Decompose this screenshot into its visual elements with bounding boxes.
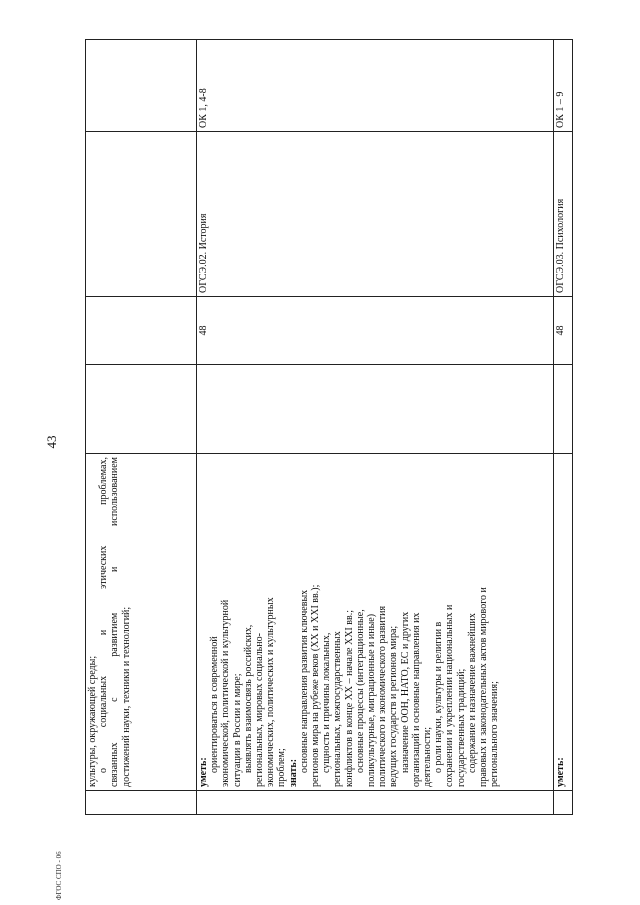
- empty-cell: [554, 365, 573, 454]
- text-line: экономической, политической и культурной: [220, 599, 232, 787]
- index-cell: [86, 791, 197, 815]
- text-line: государственных традиций;: [455, 668, 467, 787]
- text-line: регионального значения;: [489, 681, 501, 787]
- text-line: ситуации в России и мире;: [231, 673, 243, 787]
- text-line: организаций и основные направления их: [410, 612, 422, 787]
- text-line: экономических, политических и культурных: [265, 597, 277, 787]
- empty-cell: [86, 297, 197, 365]
- competencies-cell: ОК 1, 4-8: [197, 40, 554, 132]
- index-cell: [197, 791, 554, 815]
- text-line: конфликтов в конце XX – начале XXI вв.;: [343, 610, 355, 787]
- table-row: [197, 40, 554, 815]
- label-umet: уметь:: [554, 454, 573, 791]
- text-line: сохранении и укреплении национальных и: [444, 604, 456, 787]
- text-line: сущность и причины локальных,: [321, 632, 333, 773]
- text-line: ведущих государств и регионов мира;: [388, 625, 400, 787]
- rotated-page: [85, 40, 565, 815]
- requirements-cell: [197, 454, 554, 791]
- text-line: деятельности;: [422, 726, 434, 787]
- text-line: содержание и назначение важнейших: [466, 613, 478, 773]
- text-line: выявлять взаимосвязь российских,: [242, 624, 254, 773]
- empty-cell: [86, 365, 197, 454]
- label-znat: знать:: [287, 758, 299, 787]
- empty-cell: [86, 132, 197, 297]
- text-line: политического и экономического развития: [377, 605, 389, 787]
- label-umet: уметь:: [198, 757, 209, 787]
- table-row: [86, 40, 197, 815]
- text-line: достижений науки, техники и технологий;: [120, 606, 132, 787]
- discipline-cell: ОГСЭ.02. История: [197, 132, 554, 297]
- text-line: связанных с развитием и использованием: [109, 457, 121, 787]
- requirements-cell: [86, 454, 197, 791]
- text-line: региональных, межгосударственных: [332, 631, 344, 787]
- page-number: 43: [44, 435, 59, 449]
- text-line: поликультурные, миграционные и иные): [366, 613, 378, 787]
- text-line: основные процессы (интеграционные,: [354, 609, 366, 773]
- text-line: региональных, мировых социально-: [254, 633, 266, 787]
- table-row: [554, 40, 573, 815]
- hours-cell: 48: [197, 297, 554, 365]
- text-line: основные направления развития ключевых: [298, 589, 310, 773]
- text-line: ориентироваться в современной: [209, 636, 221, 773]
- index-cell: [554, 791, 573, 815]
- footer-code: ФГОС СПО - 06: [55, 851, 63, 900]
- text-line: проблем;: [276, 748, 288, 787]
- text-line: о роли науки, культуры и религии в: [433, 621, 445, 773]
- text-line: регионов мира на рубеже веков (XX и XXI вв.);: [310, 584, 322, 787]
- empty-cell: [197, 365, 554, 454]
- empty-cell: [86, 40, 197, 132]
- text-line: о социальных и этических проблемах,: [98, 457, 110, 773]
- text-line: назначение ООН, НАТО, ЕС и других: [399, 611, 411, 773]
- hours-cell: 48: [554, 297, 573, 365]
- text-line: культуры, окружающей среды;: [87, 655, 98, 787]
- curriculum-table: [85, 39, 573, 815]
- discipline-cell: ОГСЭ.03. Психология: [554, 132, 573, 297]
- competencies-cell: ОК 1 – 9: [554, 40, 573, 132]
- text-line: правовых и законодательных актов мирового и: [478, 587, 490, 787]
